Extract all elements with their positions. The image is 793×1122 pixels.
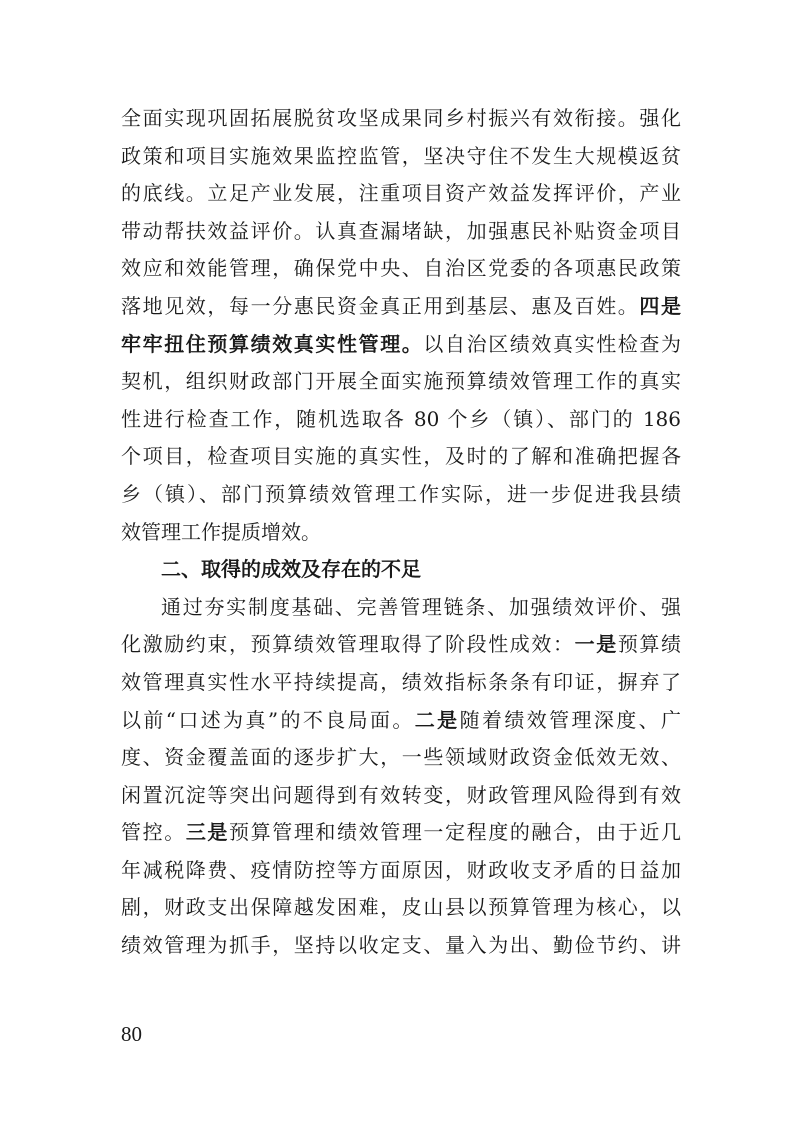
text-line: 落地见效，每一分惠民资金真正用到基层、惠及百姓。四是: [121, 293, 682, 318]
text-line: 效管理真实性水平持续提高，绩效指标条条有印证，摒弃了: [121, 669, 681, 694]
text-line: 年减税降费、疫情防控等方面原因，财政收支矛盾的日益加: [121, 857, 681, 882]
section-heading: 二、取得的成效及存在的不足: [161, 557, 421, 582]
bold-lead: 二是: [414, 707, 460, 732]
text-line: 的底线。立足产业发展，注重项目资产效益发挥评价，产业: [121, 181, 681, 206]
bold-lead: 三是: [185, 820, 230, 845]
text-line: 效管理工作提质增效。: [121, 519, 321, 544]
text-line: 绩效管理为抓手，坚持以收定支、量入为出、勤俭节约、讲: [121, 933, 681, 958]
text-line: 剧，财政支出保障越发困难，皮山县以预算管理为核心，以: [121, 895, 681, 920]
text-line: 化激励约束，预算绩效管理取得了阶段性成效：一是预算绩: [121, 632, 682, 657]
bold-lead: 牢牢扭住预算绩效真实性管理。: [121, 331, 424, 356]
text-line: 全面实现巩固拓展脱贫攻坚成果同乡村振兴有效衔接。强化: [121, 106, 681, 130]
text-line: 通过夯实制度基础、完善管理链条、加强绩效评价、强: [161, 594, 681, 619]
text-line: 政策和项目实施效果监控监管，坚决守住不发生大规模返贫: [121, 143, 681, 168]
text-line: 度、资金覆盖面的逐步扩大，一些领域财政资金低效无效、: [121, 745, 681, 770]
body-text: [121, 100, 681, 965]
text-line: 个项目，检查项目实施的真实性，及时的了解和准确把握各: [121, 444, 681, 469]
text-line: 效应和效能管理，确保党中央、自治区党委的各项惠民政策: [121, 256, 681, 281]
text-line: 牢牢扭住预算绩效真实性管理。以自治区绩效真实性检查为: [121, 331, 682, 356]
text-line: 性进行检查工作，随机选取各 80 个乡（镇）、部门的 186: [121, 406, 681, 431]
bold-lead: 一是: [574, 632, 618, 657]
text-line: 以前“口述为真”的不良局面。二是随着绩效管理深度、广: [121, 707, 681, 732]
text-line: 带动帮扶效益评价。认真查漏堵缺，加强惠民补贴资金项目: [121, 218, 681, 243]
text-line: 闲置沉淀等突出问题得到有效转变，财政管理风险得到有效: [121, 782, 681, 807]
text-line: 契机，组织财政部门开展全面实施预算绩效管理工作的真实: [121, 369, 681, 394]
text-line: 管控。三是预算管理和绩效管理一定程度的融合，由于近几: [121, 820, 682, 845]
page-number: 80: [121, 1022, 142, 1046]
text-line: 乡（镇）、部门预算绩效管理工作实际，进一步促进我县绩: [121, 481, 681, 506]
bold-lead: 四是: [639, 293, 682, 318]
